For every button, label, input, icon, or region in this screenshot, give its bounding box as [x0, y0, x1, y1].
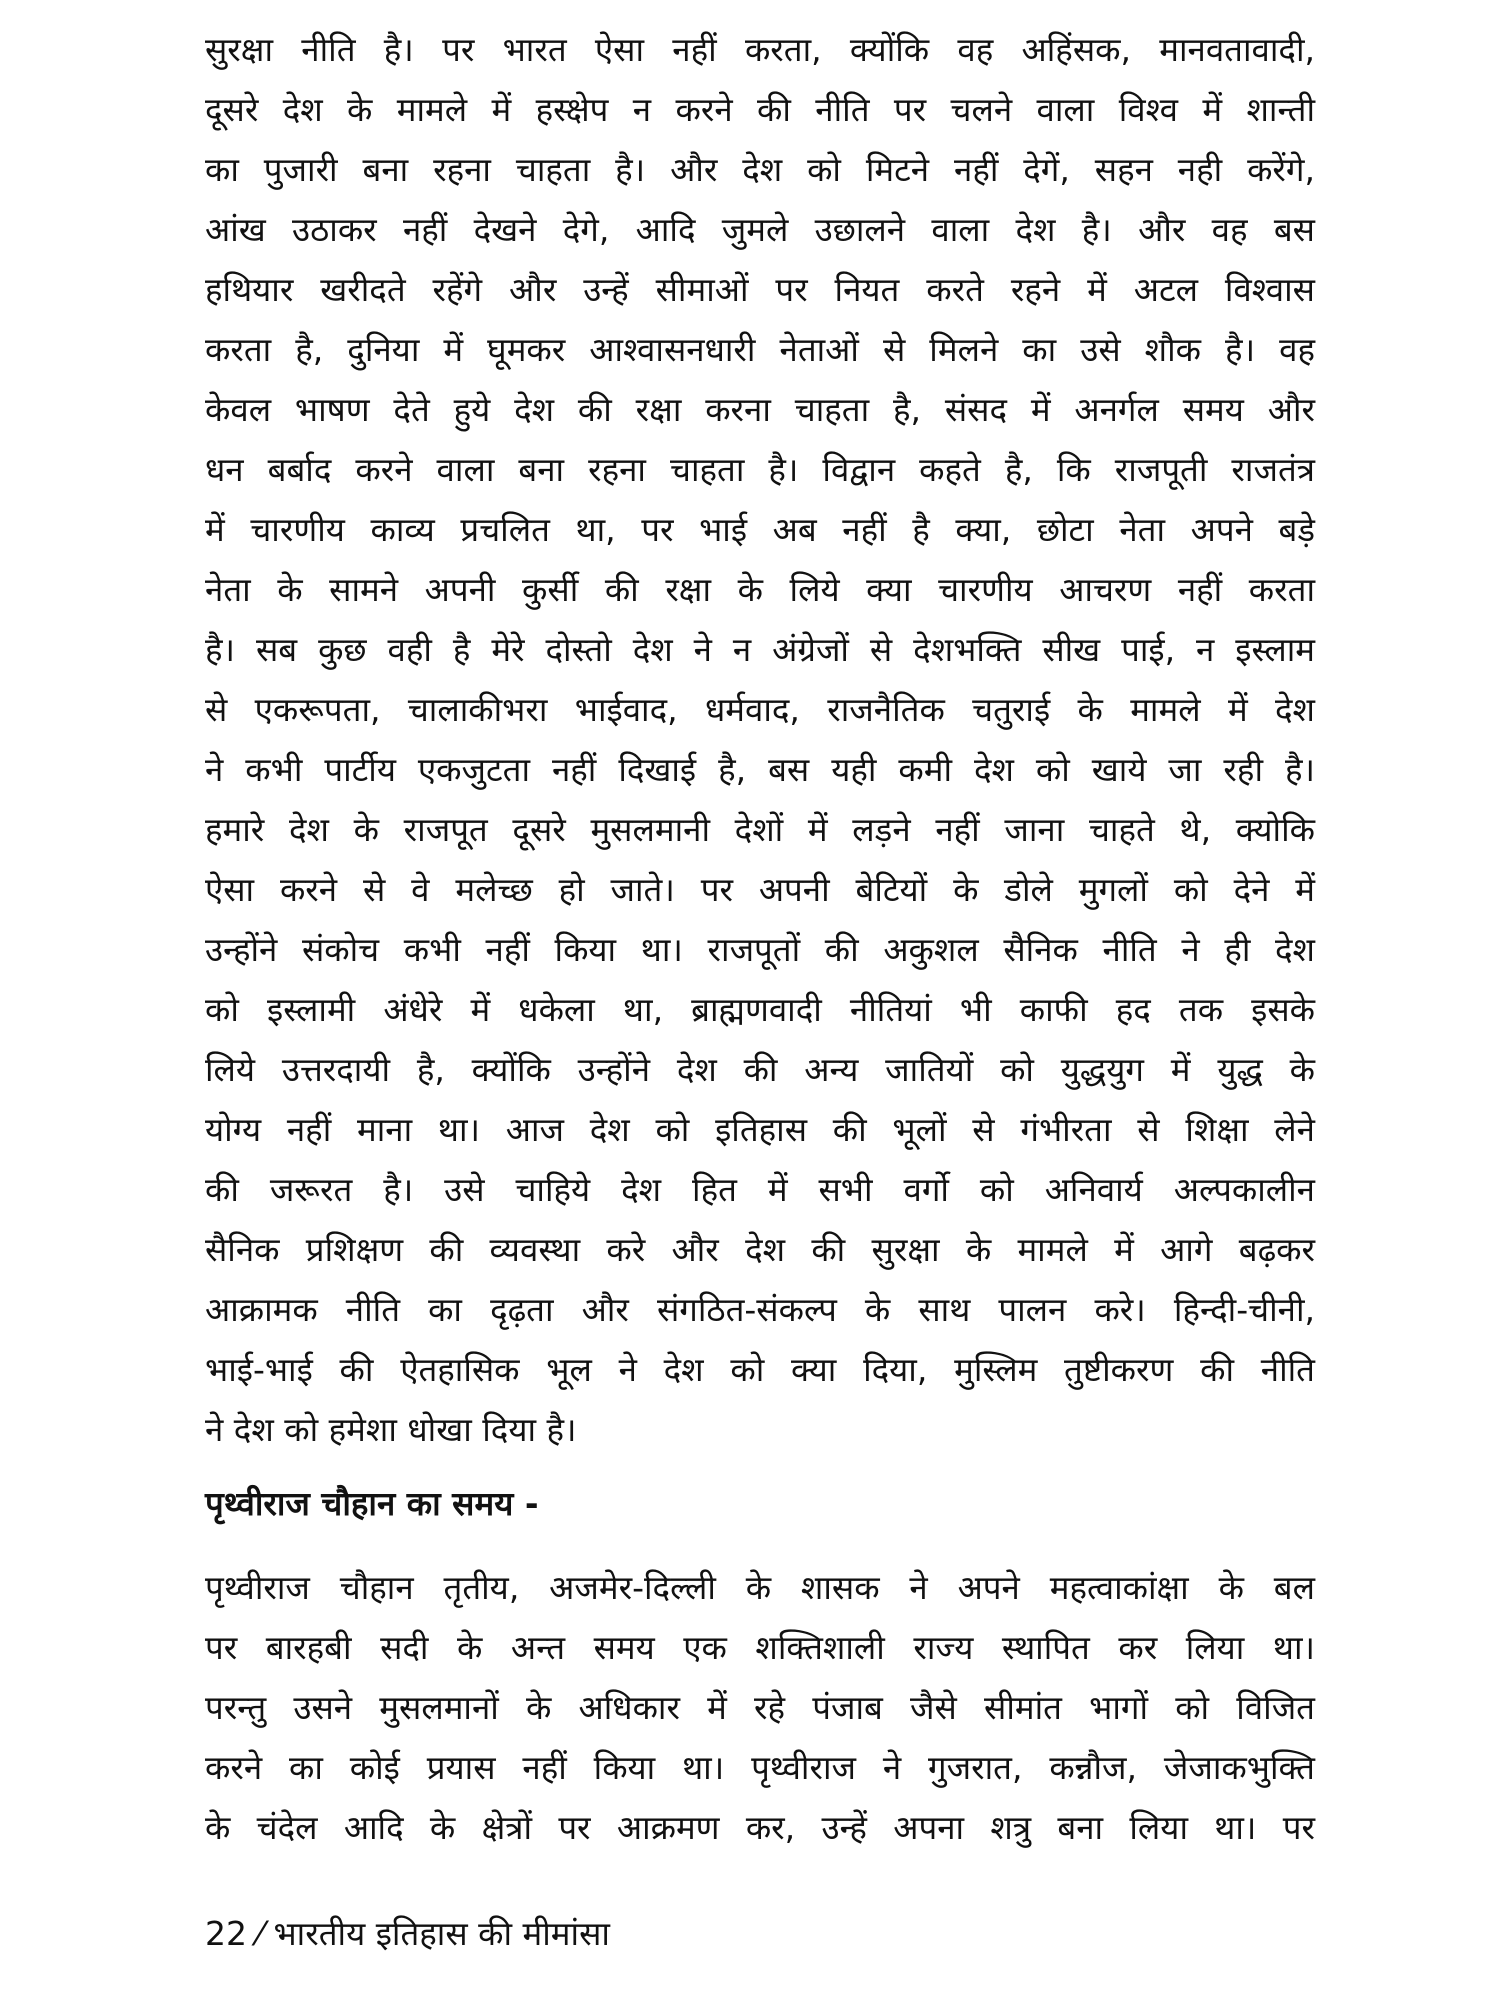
text-line: का पुजारी बना रहना चाहता है। और देश को मिटने नहीं देगें, सहन नही करेंगे,	[205, 150, 1315, 189]
text-line: भाई-भाई की ऐतहासिक भूल ने देश को क्या दिया, मुस्लिम तुष्टीकरण की नीति	[205, 1350, 1315, 1389]
text-line: करता है, दुनिया में घूमकर आश्वासनधारी नेताओं से मिलने का उसे शौक है। वह	[205, 330, 1315, 369]
text-line: से एकरूपता, चालाकीभरा भाईवाद, धर्मवाद, राजनैतिक चतुराई के मामले में देश	[205, 690, 1315, 729]
text-line: ऐसा करने से वे मलेच्छ हो जाते। पर अपनी बेटियों के डोले मुगलों को देने में	[205, 870, 1315, 909]
section-heading: पृथ्वीराज चौहान का समय -	[205, 1484, 539, 1523]
text-line: में चारणीय काव्य प्रचलित था, पर भाई अब नहीं है क्या, छोटा नेता अपने बड़े	[205, 510, 1315, 549]
text-line: धन बर्बाद करने वाला बना रहना चाहता है। विद्वान कहते है, कि राजपूती राजतंत्र	[205, 450, 1315, 489]
page-footer: 22 ⁄ भारतीय इतिहास की मीमांसा	[205, 1914, 610, 1953]
text-line: के चंदेल आदि के क्षेत्रों पर आक्रमण कर, उन्हें अपना शत्रु बना लिया था। पर	[205, 1808, 1315, 1847]
text-line: आंख उठाकर नहीं देखने देगे, आदि जुमले उछालने वाला देश है। और वह बस	[205, 210, 1315, 249]
paragraph-body-1	[205, 22, 1315, 1462]
text-line: योग्य नहीं माना था। आज देश को इतिहास की भूलों से गंभीरता से शिक्षा लेने	[205, 1110, 1315, 1149]
text-line: परन्तु उसने मुसलमानों के अधिकार में रहे पंजाब जैसे सीमांत भागों को विजित	[205, 1688, 1315, 1727]
paragraph-body-2	[205, 1560, 1315, 1860]
text-line: करने का कोई प्रयास नहीं किया था। पृथ्वीराज ने गुजरात, कन्नौज, जेजाकभुक्ति	[205, 1748, 1315, 1787]
text-line: केवल भाषण देते हुये देश की रक्षा करना चाहता है, संसद में अनर्गल समय और	[205, 390, 1315, 429]
text-line: दूसरे देश के मामले में हस्क्षेप न करने की नीति पर चलने वाला विश्व में शान्ती	[205, 90, 1315, 129]
text-line: पृथ्वीराज चौहान तृतीय, अजमेर-दिल्ली के शासक ने अपने महत्वाकांक्षा के बल	[205, 1568, 1315, 1607]
text-line: ने कभी पार्टीय एकजुटता नहीं दिखाई है, बस यही कमी देश को खाये जा रही है।	[205, 750, 1315, 789]
text-line: लिये उत्तरदायी है, क्योंकि उन्होंने देश की अन्य जातियों को युद्धयुग में युद्ध के	[205, 1050, 1315, 1089]
text-line: हमारे देश के राजपूत दूसरे मुसलमानी देशों में लड़ने नहीं जाना चाहते थे, क्योकि	[205, 810, 1315, 849]
text-line: है। सब कुछ वही है मेरे दोस्तो देश ने न अंग्रेजों से देशभक्ति सीख पाई, न इस्लाम	[205, 630, 1315, 669]
text-line: पर बारहबी सदी के अन्त समय एक शक्तिशाली राज्य स्थापित कर लिया था।	[205, 1628, 1315, 1667]
text-line: की जरूरत है। उसे चाहिये देश हित में सभी वर्गो को अनिवार्य अल्पकालीन	[205, 1170, 1315, 1209]
text-line: उन्होंने संकोच कभी नहीं किया था। राजपूतों की अकुशल सैनिक नीति ने ही देश	[205, 930, 1315, 969]
text-line: नेता के सामने अपनी कुर्सी की रक्षा के लिये क्या चारणीय आचरण नहीं करता	[205, 570, 1315, 609]
text-line: हथियार खरीदते रहेंगे और उन्हें सीमाओं पर नियत करते रहने में अटल विश्वास	[205, 270, 1315, 309]
text-line: सुरक्षा नीति है। पर भारत ऐसा नहीं करता, क्योंकि वह अहिंसक, मानवतावादी,	[205, 30, 1315, 69]
text-line: सैनिक प्रशिक्षण की व्यवस्था करे और देश की सुरक्षा के मामले में आगे बढ़कर	[205, 1230, 1315, 1269]
text-line: को इस्लामी अंधेरे में धकेला था, ब्राह्मणवादी नीतियां भी काफी हद तक इसके	[205, 990, 1315, 1029]
text-line: आक्रामक नीति का दृढ़ता और संगठित-संकल्प के साथ पालन करे। हिन्दी-चीनी,	[205, 1290, 1315, 1329]
text-line: ने देश को हमेशा धोखा दिया है।	[205, 1410, 577, 1449]
